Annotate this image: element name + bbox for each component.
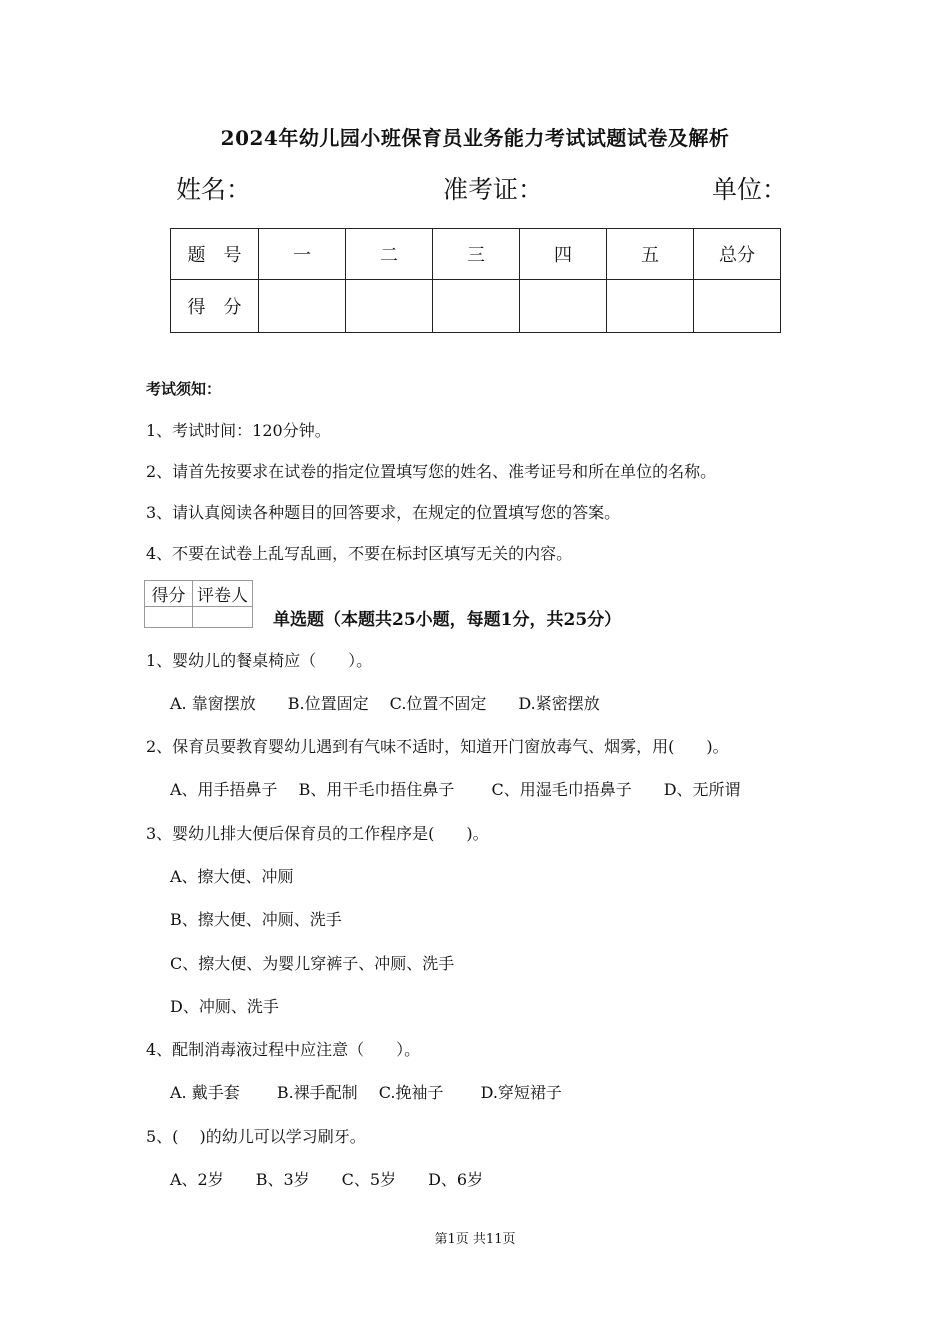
score-input-cell[interactable]: [433, 280, 520, 333]
section-title: 单选题（本题共25小题，每题1分，共25分）: [273, 610, 622, 630]
score-cell: 总分: [694, 229, 781, 280]
name-field-label: 姓名：: [176, 175, 252, 204]
notice-item: 2、请首先按要求在试卷的指定位置填写您的姓名、准考证号和所在单位的名称。: [146, 462, 717, 481]
score-table: [170, 228, 781, 333]
notice-heading: 考试须知：: [146, 380, 222, 398]
score-input-cell[interactable]: [259, 280, 346, 333]
question-options: A. 戴手套 B.裸手配制 C.挽袖子 D.穿短裙子: [170, 1083, 562, 1102]
question-stem: 2、保育员要教育婴幼儿遇到有气味不适时，知道开门窗放毒气、烟雾，用( )。: [146, 737, 729, 756]
unit-field-label: 单位：: [712, 175, 788, 204]
score-cell: 三: [433, 229, 520, 280]
document-title: 2024年幼儿园小班保育员业务能力考试试题试卷及解析: [220, 126, 730, 150]
grader-score-label: 得分: [145, 581, 193, 607]
score-cell: 四: [520, 229, 607, 280]
grader-reviewer-label: 评卷人: [193, 581, 253, 607]
question-option: A、擦大便、冲厕: [170, 867, 294, 886]
score-cell: 得 分: [171, 280, 259, 333]
question-option: D、冲厕、洗手: [170, 997, 279, 1016]
grader-reviewer-input[interactable]: [193, 607, 253, 628]
notice-item: 4、不要在试卷上乱写乱画，不要在标封区填写无关的内容。: [146, 544, 573, 563]
score-table-score-row: [171, 280, 781, 333]
exam-number-field-label: 准考证：: [443, 175, 544, 204]
question-stem: 5、( )的幼儿可以学习刷牙。: [146, 1127, 366, 1146]
score-cell: 五: [607, 229, 694, 280]
score-cell: 题 号: [171, 229, 259, 280]
score-input-cell[interactable]: [607, 280, 694, 333]
grader-score-input[interactable]: [145, 607, 193, 628]
question-stem: 1、婴幼儿的餐桌椅应（ ）。: [146, 651, 373, 670]
question-stem: 4、配制消毒液过程中应注意（ ）。: [146, 1040, 421, 1059]
question-stem: 3、婴幼儿排大便后保育员的工作程序是( )。: [146, 824, 489, 843]
question-option: C、擦大便、为婴儿穿裤子、冲厕、洗手: [170, 954, 455, 973]
question-options: A. 靠窗摆放 B.位置固定 C.位置不固定 D.紧密摆放: [170, 694, 600, 713]
score-input-cell[interactable]: [694, 280, 781, 333]
notice-item: 1、考试时间：120分钟。: [146, 421, 331, 440]
score-cell: 二: [346, 229, 433, 280]
score-table-header-row: [171, 229, 781, 280]
score-cell: 一: [259, 229, 346, 280]
notice-item: 3、请认真阅读各种题目的回答要求，在规定的位置填写您的答案。: [146, 503, 621, 522]
score-input-cell[interactable]: [520, 280, 607, 333]
page-footer: 第1页 共11页: [434, 1232, 516, 1247]
question-options: A、2岁 B、3岁 C、5岁 D、6岁: [170, 1170, 484, 1189]
grader-box: [144, 580, 253, 628]
question-options: A、用手捂鼻子 B、用干毛巾捂住鼻子 C、用湿毛巾捂鼻子 D、无所谓: [170, 780, 741, 799]
score-input-cell[interactable]: [346, 280, 433, 333]
question-option: B、擦大便、冲厕、洗手: [170, 910, 342, 929]
